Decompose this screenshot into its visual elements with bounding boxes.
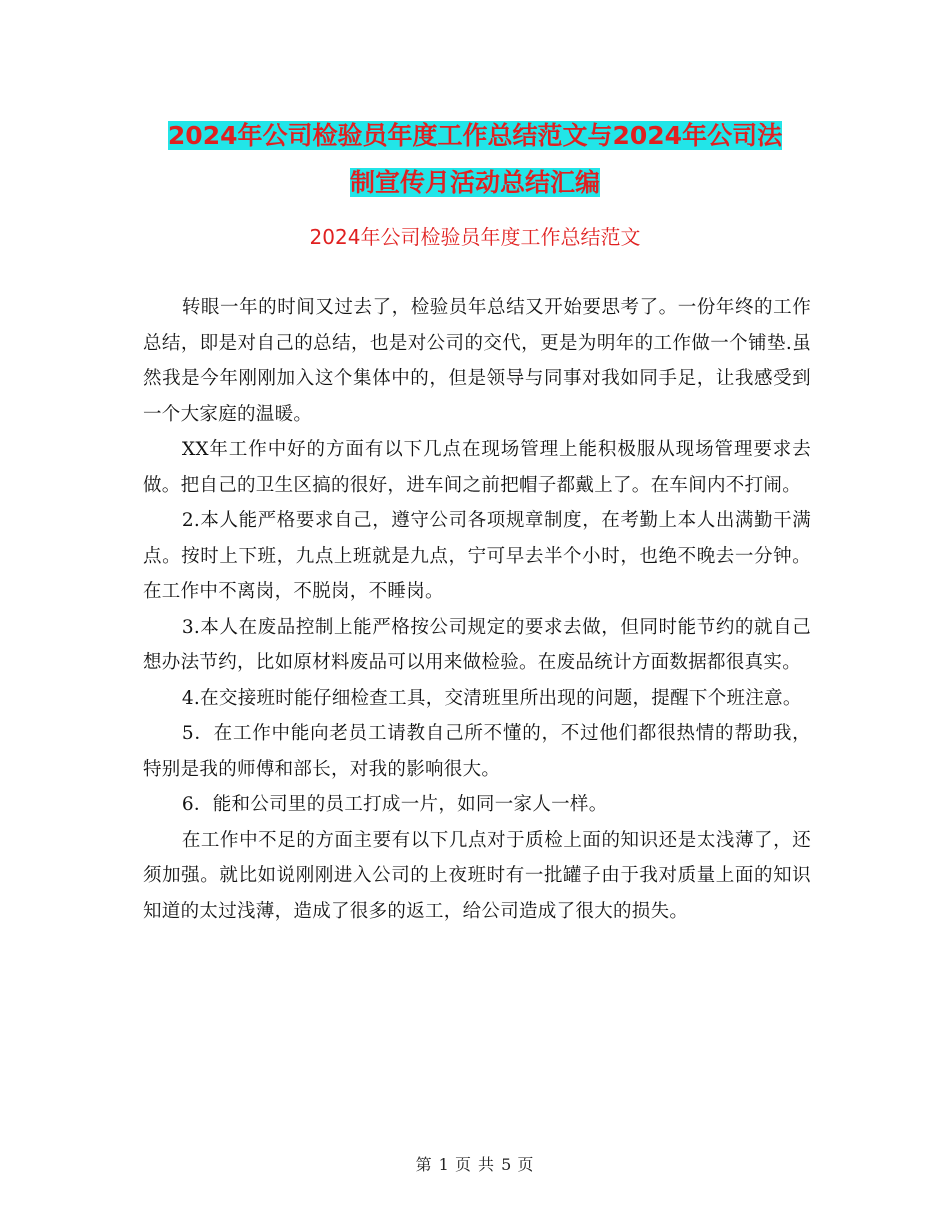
section-title: 2024年公司检验员年度工作总结范文 [309, 225, 641, 249]
paragraph: XX年工作中好的方面有以下几点在现场管理上能积极服从现场管理要求去做。把自己的卫生区搞的很好，进车间之前把帽子都戴上了。在车间内不打闹。 [143, 439, 811, 496]
document-title-line-2: 制宣传月活动总结汇编 [349, 168, 600, 197]
current-page-number: 1 [438, 1155, 449, 1174]
page-indicator-prefix: 第 [415, 1155, 433, 1174]
page-footer [0, 1153, 950, 1177]
paragraph: 4.在交接班时能仔细检查工具，交清班里所出现的问题，提醒下个班注意。 [181, 687, 802, 709]
document-title-line-1: 2024年公司检验员年度工作总结范文与2024年公司法 [167, 121, 783, 150]
paragraph: 3.本人在废品控制上能严格按公司规定的要求去做，但同时能节约的就自己想办法节约，比如原材料废品可以用来做检验。在废品统计方面数据都很真实。 [143, 616, 811, 673]
document-body [143, 290, 811, 929]
paragraph: 2.本人能严格要求自己，遵守公司各项规章制度，在考勤上本人出满勤干满点。按时上下班，九点上班就是九点，宁可早去半个小时，也绝不晚去一分钟。在工作中不离岗，不脱岗，不睡岗。 [143, 510, 811, 602]
document-title [120, 112, 830, 206]
page-indicator-middle: 页 共 [454, 1155, 496, 1174]
paragraph: 在工作中不足的方面主要有以下几点对于质检上面的知识还是太浅薄了，还须加强。就比如说刚刚进入公司的上夜班时有一批罐子由于我对质量上面的知识知道的太过浅薄，造成了很多的返工，给公司造成了很大的损失。 [143, 829, 811, 922]
paragraph: 5．在工作中能向老员工请教自己所不懂的，不过他们都很热情的帮助我，特别是我的师傅和部长，对我的影响很大。 [143, 723, 811, 780]
total-page-count: 5 [501, 1155, 512, 1174]
paragraph: 6．能和公司里的员工打成一片，如同一家人一样。 [181, 794, 608, 815]
paragraph: 转眼一年的时间又过去了，检验员年总结又开始要思考了。一份年终的工作总结，即是对自己的总结，也是对公司的交代，更是为明年的工作做一个铺垫.虽然我是今年刚刚加入这个集体中的，但是领导与同事对我如同手足，让我感受到一个大家庭的温暖。 [143, 297, 811, 425]
page-indicator-suffix: 页 [517, 1155, 535, 1174]
